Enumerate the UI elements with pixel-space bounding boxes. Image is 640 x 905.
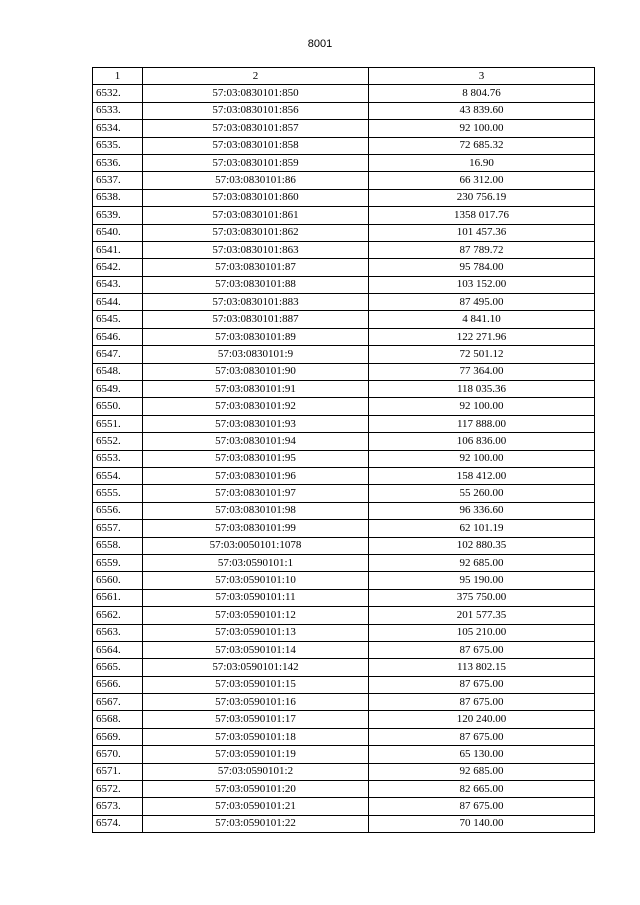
table-row bbox=[93, 433, 595, 450]
cadastral-value-cell: 375 750.00 bbox=[369, 589, 595, 606]
row-number-cell: 6574. bbox=[93, 815, 143, 832]
table-row bbox=[93, 815, 595, 832]
cadastral-number-cell: 57:03:0830101:87 bbox=[143, 259, 369, 276]
table-row bbox=[93, 311, 595, 328]
row-number-cell: 6534. bbox=[93, 120, 143, 137]
table-header-row bbox=[93, 68, 595, 85]
table-row bbox=[93, 485, 595, 502]
cadastral-value-cell: 92 100.00 bbox=[369, 398, 595, 415]
row-number-cell: 6564. bbox=[93, 641, 143, 658]
row-number-cell: 6537. bbox=[93, 172, 143, 189]
row-number-cell: 6538. bbox=[93, 189, 143, 206]
cadastral-number-cell: 57:03:0830101:858 bbox=[143, 137, 369, 154]
table-row bbox=[93, 189, 595, 206]
table-row bbox=[93, 746, 595, 763]
table-row bbox=[93, 554, 595, 571]
cadastral-number-cell: 57:03:0590101:16 bbox=[143, 694, 369, 711]
table-row bbox=[93, 381, 595, 398]
cadastral-number-cell: 57:03:0830101:98 bbox=[143, 502, 369, 519]
table-row bbox=[93, 502, 595, 519]
table-row bbox=[93, 728, 595, 745]
cadastral-number-cell: 57:03:0830101:863 bbox=[143, 241, 369, 258]
row-number-cell: 6554. bbox=[93, 467, 143, 484]
cadastral-number-cell: 57:03:0830101:861 bbox=[143, 207, 369, 224]
cadastral-value-cell: 87 675.00 bbox=[369, 641, 595, 658]
row-number-cell: 6544. bbox=[93, 294, 143, 311]
table-row bbox=[93, 398, 595, 415]
cadastral-value-cell: 87 675.00 bbox=[369, 798, 595, 815]
row-number-cell: 6565. bbox=[93, 659, 143, 676]
cadastral-number-cell: 57:03:0830101:862 bbox=[143, 224, 369, 241]
row-number-cell: 6536. bbox=[93, 154, 143, 171]
row-number-cell: 6546. bbox=[93, 328, 143, 345]
cadastral-number-cell: 57:03:0830101:89 bbox=[143, 328, 369, 345]
row-number-cell: 6570. bbox=[93, 746, 143, 763]
cadastral-number-cell: 57:03:0590101:17 bbox=[143, 711, 369, 728]
cadastral-value-cell: 96 336.60 bbox=[369, 502, 595, 519]
table-row bbox=[93, 572, 595, 589]
cadastral-number-cell: 57:03:0830101:91 bbox=[143, 381, 369, 398]
column-header-1: 1 bbox=[93, 68, 143, 85]
cadastral-number-cell: 57:03:0830101:93 bbox=[143, 415, 369, 432]
table-row bbox=[93, 659, 595, 676]
table-row bbox=[93, 172, 595, 189]
row-number-cell: 6552. bbox=[93, 433, 143, 450]
cadastral-number-cell: 57:03:0830101:96 bbox=[143, 467, 369, 484]
table-row bbox=[93, 102, 595, 119]
cadastral-value-cell: 77 364.00 bbox=[369, 363, 595, 380]
table-row bbox=[93, 711, 595, 728]
cadastral-number-cell: 57:03:0590101:1 bbox=[143, 554, 369, 571]
table-row bbox=[93, 328, 595, 345]
table-row bbox=[93, 137, 595, 154]
row-number-cell: 6572. bbox=[93, 781, 143, 798]
table-row bbox=[93, 676, 595, 693]
cadastral-number-cell: 57:03:0590101:18 bbox=[143, 728, 369, 745]
row-number-cell: 6561. bbox=[93, 589, 143, 606]
table-row bbox=[93, 346, 595, 363]
row-number-cell: 6543. bbox=[93, 276, 143, 293]
row-number-cell: 6539. bbox=[93, 207, 143, 224]
row-number-cell: 6571. bbox=[93, 763, 143, 780]
cadastral-value-cell: 8 804.76 bbox=[369, 85, 595, 102]
cadastral-value-cell: 118 035.36 bbox=[369, 381, 595, 398]
row-number-cell: 6558. bbox=[93, 537, 143, 554]
cadastral-number-cell: 57:03:0590101:19 bbox=[143, 746, 369, 763]
row-number-cell: 6532. bbox=[93, 85, 143, 102]
cadastral-value-cell: 72 501.12 bbox=[369, 346, 595, 363]
table-row bbox=[93, 450, 595, 467]
cadastral-value-cell: 122 271.96 bbox=[369, 328, 595, 345]
row-number-cell: 6541. bbox=[93, 241, 143, 258]
row-number-cell: 6535. bbox=[93, 137, 143, 154]
page-number: 8001 bbox=[307, 38, 333, 50]
table-row bbox=[93, 276, 595, 293]
cadastral-value-cell: 120 240.00 bbox=[369, 711, 595, 728]
row-number-cell: 6533. bbox=[93, 102, 143, 119]
row-number-cell: 6553. bbox=[93, 450, 143, 467]
table-row bbox=[93, 259, 595, 276]
row-number-cell: 6549. bbox=[93, 381, 143, 398]
row-number-cell: 6560. bbox=[93, 572, 143, 589]
row-number-cell: 6551. bbox=[93, 415, 143, 432]
cadastral-number-cell: 57:03:0830101:860 bbox=[143, 189, 369, 206]
cadastral-value-cell: 95 784.00 bbox=[369, 259, 595, 276]
cadastral-value-cell: 87 675.00 bbox=[369, 676, 595, 693]
row-number-cell: 6562. bbox=[93, 607, 143, 624]
cadastral-number-cell: 57:03:0830101:850 bbox=[143, 85, 369, 102]
cadastral-number-cell: 57:03:0830101:95 bbox=[143, 450, 369, 467]
table-row bbox=[93, 467, 595, 484]
row-number-cell: 6550. bbox=[93, 398, 143, 415]
cadastral-value-cell: 72 685.32 bbox=[369, 137, 595, 154]
row-number-cell: 6545. bbox=[93, 311, 143, 328]
table-row bbox=[93, 224, 595, 241]
table-row bbox=[93, 607, 595, 624]
cadastral-number-cell: 57:03:0590101:2 bbox=[143, 763, 369, 780]
row-number-cell: 6557. bbox=[93, 520, 143, 537]
cadastral-value-cell: 66 312.00 bbox=[369, 172, 595, 189]
cadastral-value-cell: 102 880.35 bbox=[369, 537, 595, 554]
row-number-cell: 6567. bbox=[93, 694, 143, 711]
column-header-3: 3 bbox=[369, 68, 595, 85]
table-row bbox=[93, 363, 595, 380]
cadastral-value-cell: 92 685.00 bbox=[369, 554, 595, 571]
cadastral-number-cell: 57:03:0830101:97 bbox=[143, 485, 369, 502]
row-number-cell: 6540. bbox=[93, 224, 143, 241]
cadastral-value-cell: 101 457.36 bbox=[369, 224, 595, 241]
cadastral-number-cell: 57:03:0590101:13 bbox=[143, 624, 369, 641]
cadastral-number-cell: 57:03:0590101:12 bbox=[143, 607, 369, 624]
table-row bbox=[93, 241, 595, 258]
cadastral-value-cell: 87 675.00 bbox=[369, 728, 595, 745]
cadastral-value-cell: 106 836.00 bbox=[369, 433, 595, 450]
row-number-cell: 6573. bbox=[93, 798, 143, 815]
cadastral-value-cell: 4 841.10 bbox=[369, 311, 595, 328]
cadastral-number-cell: 57:03:0590101:15 bbox=[143, 676, 369, 693]
cadastral-value-cell: 55 260.00 bbox=[369, 485, 595, 502]
cadastral-value-table bbox=[92, 67, 595, 833]
cadastral-value-cell: 230 756.19 bbox=[369, 189, 595, 206]
cadastral-value-cell: 1358 017.76 bbox=[369, 207, 595, 224]
row-number-cell: 6566. bbox=[93, 676, 143, 693]
row-number-cell: 6568. bbox=[93, 711, 143, 728]
cadastral-number-cell: 57:03:0830101:90 bbox=[143, 363, 369, 380]
row-number-cell: 6569. bbox=[93, 728, 143, 745]
cadastral-number-cell: 57:03:0590101:21 bbox=[143, 798, 369, 815]
table-row bbox=[93, 520, 595, 537]
cadastral-value-cell: 87 789.72 bbox=[369, 241, 595, 258]
cadastral-value-cell: 158 412.00 bbox=[369, 467, 595, 484]
cadastral-value-cell: 103 152.00 bbox=[369, 276, 595, 293]
cadastral-number-cell: 57:03:0830101:92 bbox=[143, 398, 369, 415]
cadastral-number-cell: 57:03:0590101:11 bbox=[143, 589, 369, 606]
cadastral-number-cell: 57:03:0830101:857 bbox=[143, 120, 369, 137]
table-row bbox=[93, 537, 595, 554]
table-row bbox=[93, 798, 595, 815]
row-number-cell: 6563. bbox=[93, 624, 143, 641]
cadastral-value-cell: 62 101.19 bbox=[369, 520, 595, 537]
table-row bbox=[93, 589, 595, 606]
cadastral-number-cell: 57:03:0050101:1078 bbox=[143, 537, 369, 554]
cadastral-number-cell: 57:03:0830101:94 bbox=[143, 433, 369, 450]
cadastral-number-cell: 57:03:0590101:142 bbox=[143, 659, 369, 676]
cadastral-value-cell: 70 140.00 bbox=[369, 815, 595, 832]
cadastral-value-cell: 92 685.00 bbox=[369, 763, 595, 780]
cadastral-value-cell: 16.90 bbox=[369, 154, 595, 171]
table-row bbox=[93, 85, 595, 102]
table-row bbox=[93, 624, 595, 641]
cadastral-value-cell: 92 100.00 bbox=[369, 120, 595, 137]
cadastral-value-cell: 82 665.00 bbox=[369, 781, 595, 798]
cadastral-value-cell: 117 888.00 bbox=[369, 415, 595, 432]
table-row bbox=[93, 207, 595, 224]
table-row bbox=[93, 781, 595, 798]
table-body bbox=[93, 85, 595, 833]
table-row bbox=[93, 694, 595, 711]
table-row bbox=[93, 120, 595, 137]
cadastral-number-cell: 57:03:0590101:10 bbox=[143, 572, 369, 589]
cadastral-number-cell: 57:03:0590101:14 bbox=[143, 641, 369, 658]
cadastral-number-cell: 57:03:0830101:887 bbox=[143, 311, 369, 328]
cadastral-value-cell: 201 577.35 bbox=[369, 607, 595, 624]
cadastral-number-cell: 57:03:0830101:856 bbox=[143, 102, 369, 119]
cadastral-value-cell: 92 100.00 bbox=[369, 450, 595, 467]
table-row bbox=[93, 415, 595, 432]
cadastral-number-cell: 57:03:0830101:859 bbox=[143, 154, 369, 171]
cadastral-number-cell: 57:03:0830101:86 bbox=[143, 172, 369, 189]
table-row bbox=[93, 154, 595, 171]
cadastral-value-cell: 87 495.00 bbox=[369, 294, 595, 311]
cadastral-value-cell: 65 130.00 bbox=[369, 746, 595, 763]
table-row bbox=[93, 641, 595, 658]
row-number-cell: 6559. bbox=[93, 554, 143, 571]
cadastral-value-cell: 43 839.60 bbox=[369, 102, 595, 119]
table-row bbox=[93, 763, 595, 780]
row-number-cell: 6555. bbox=[93, 485, 143, 502]
row-number-cell: 6547. bbox=[93, 346, 143, 363]
column-header-2: 2 bbox=[143, 68, 369, 85]
cadastral-number-cell: 57:03:0590101:22 bbox=[143, 815, 369, 832]
cadastral-value-cell: 95 190.00 bbox=[369, 572, 595, 589]
cadastral-number-cell: 57:03:0830101:883 bbox=[143, 294, 369, 311]
cadastral-number-cell: 57:03:0590101:20 bbox=[143, 781, 369, 798]
table-row bbox=[93, 294, 595, 311]
cadastral-number-cell: 57:03:0830101:88 bbox=[143, 276, 369, 293]
cadastral-number-cell: 57:03:0830101:9 bbox=[143, 346, 369, 363]
cadastral-value-cell: 87 675.00 bbox=[369, 694, 595, 711]
row-number-cell: 6542. bbox=[93, 259, 143, 276]
cadastral-value-cell: 105 210.00 bbox=[369, 624, 595, 641]
cadastral-value-cell: 113 802.15 bbox=[369, 659, 595, 676]
cadastral-number-cell: 57:03:0830101:99 bbox=[143, 520, 369, 537]
row-number-cell: 6548. bbox=[93, 363, 143, 380]
row-number-cell: 6556. bbox=[93, 502, 143, 519]
